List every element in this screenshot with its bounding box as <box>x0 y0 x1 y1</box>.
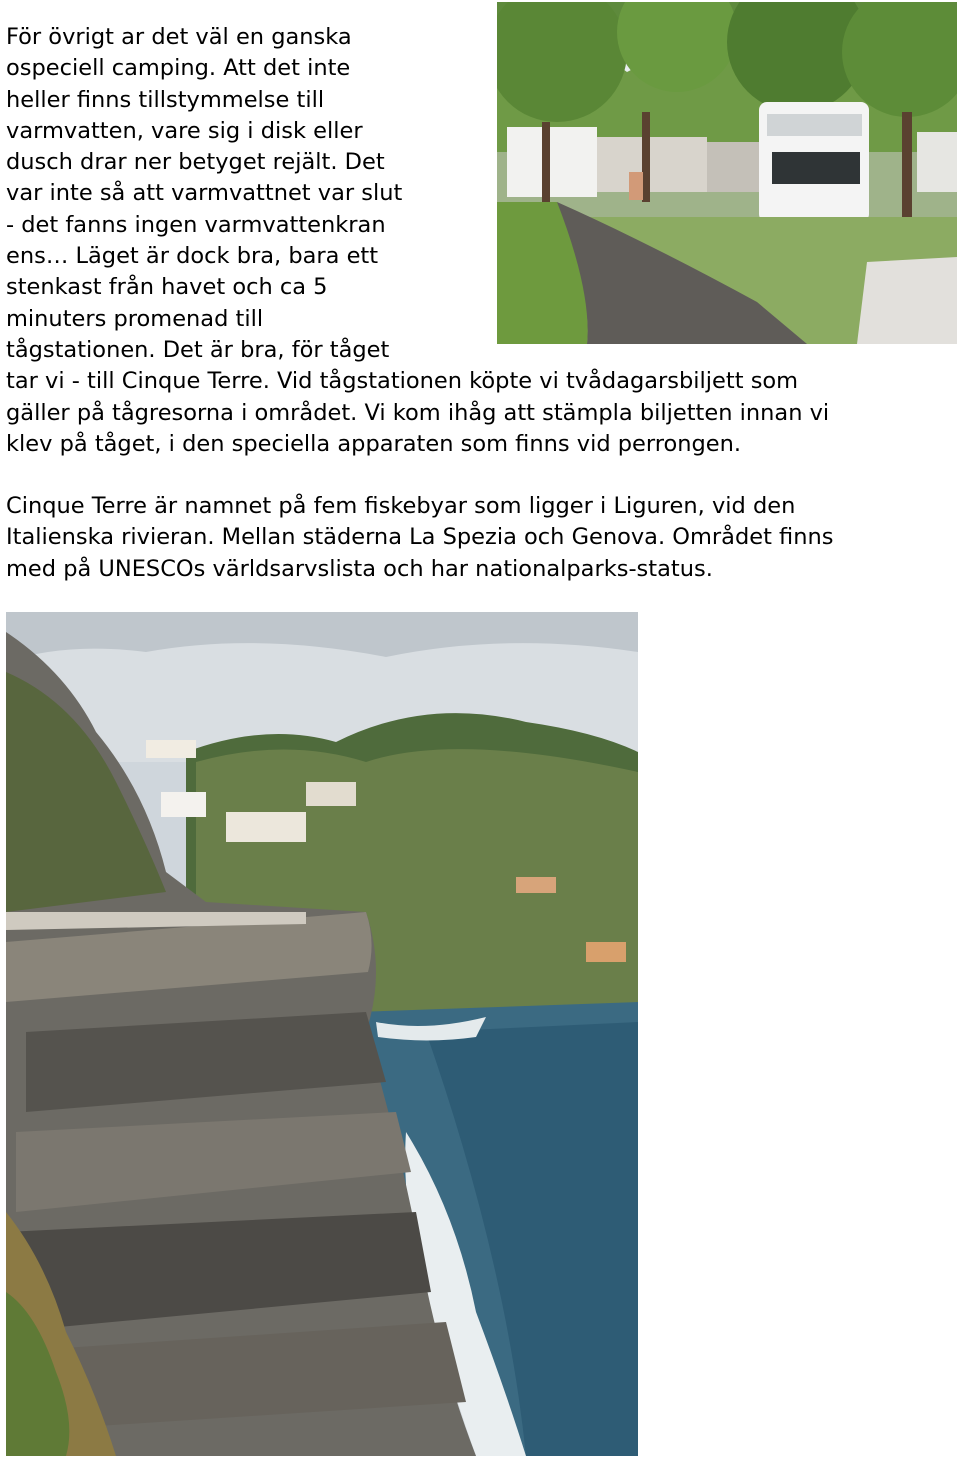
text-line: tågstationen. Det är bra, för tåget <box>6 336 390 363</box>
text-line: minuters promenad till <box>6 305 264 332</box>
text-line: ens… Läget är dock bra, bara ett <box>6 243 379 270</box>
text-line: heller finns tillstymmelse till <box>6 86 325 113</box>
coastline-photo <box>6 612 638 1456</box>
cinque-terre-paragraph <box>6 491 833 585</box>
intro-paragraph <box>6 22 829 460</box>
text-line: var inte så att varmvattnet var slut <box>6 180 403 207</box>
text-line: varmvatten, vare sig i disk eller <box>6 117 363 144</box>
text-line: - det fanns ingen varmvattenkran <box>6 211 386 238</box>
text-line: gäller på tågresorna i området. Vi kom ihåg att stämpla biljetten innan vi <box>6 399 830 426</box>
text-line: Cinque Terre är namnet på fem fiskebyar som ligger i Liguren, vid den <box>6 493 796 519</box>
text-line: stenkast från havet och ca 5 <box>6 274 328 301</box>
text-line: För övrigt ar det väl en ganska <box>6 24 352 50</box>
text-line: ospeciell camping. Att det inte <box>6 55 351 82</box>
text-line: Italienska rivieran. Mellan städerna La Spezia och Genova. Området finns <box>6 524 834 551</box>
text-line: dusch drar ner betyget rejält. Det <box>6 149 385 176</box>
text-line: klev på tåget, i den speciella apparaten som finns vid perrongen. <box>6 430 742 457</box>
text-line: tar vi - till Cinque Terre. Vid tågstationen köpte vi tvådagarsbiljett som <box>6 368 799 395</box>
text-line: med på UNESCOs världsarvslista och har nationalparks-status. <box>6 555 713 582</box>
